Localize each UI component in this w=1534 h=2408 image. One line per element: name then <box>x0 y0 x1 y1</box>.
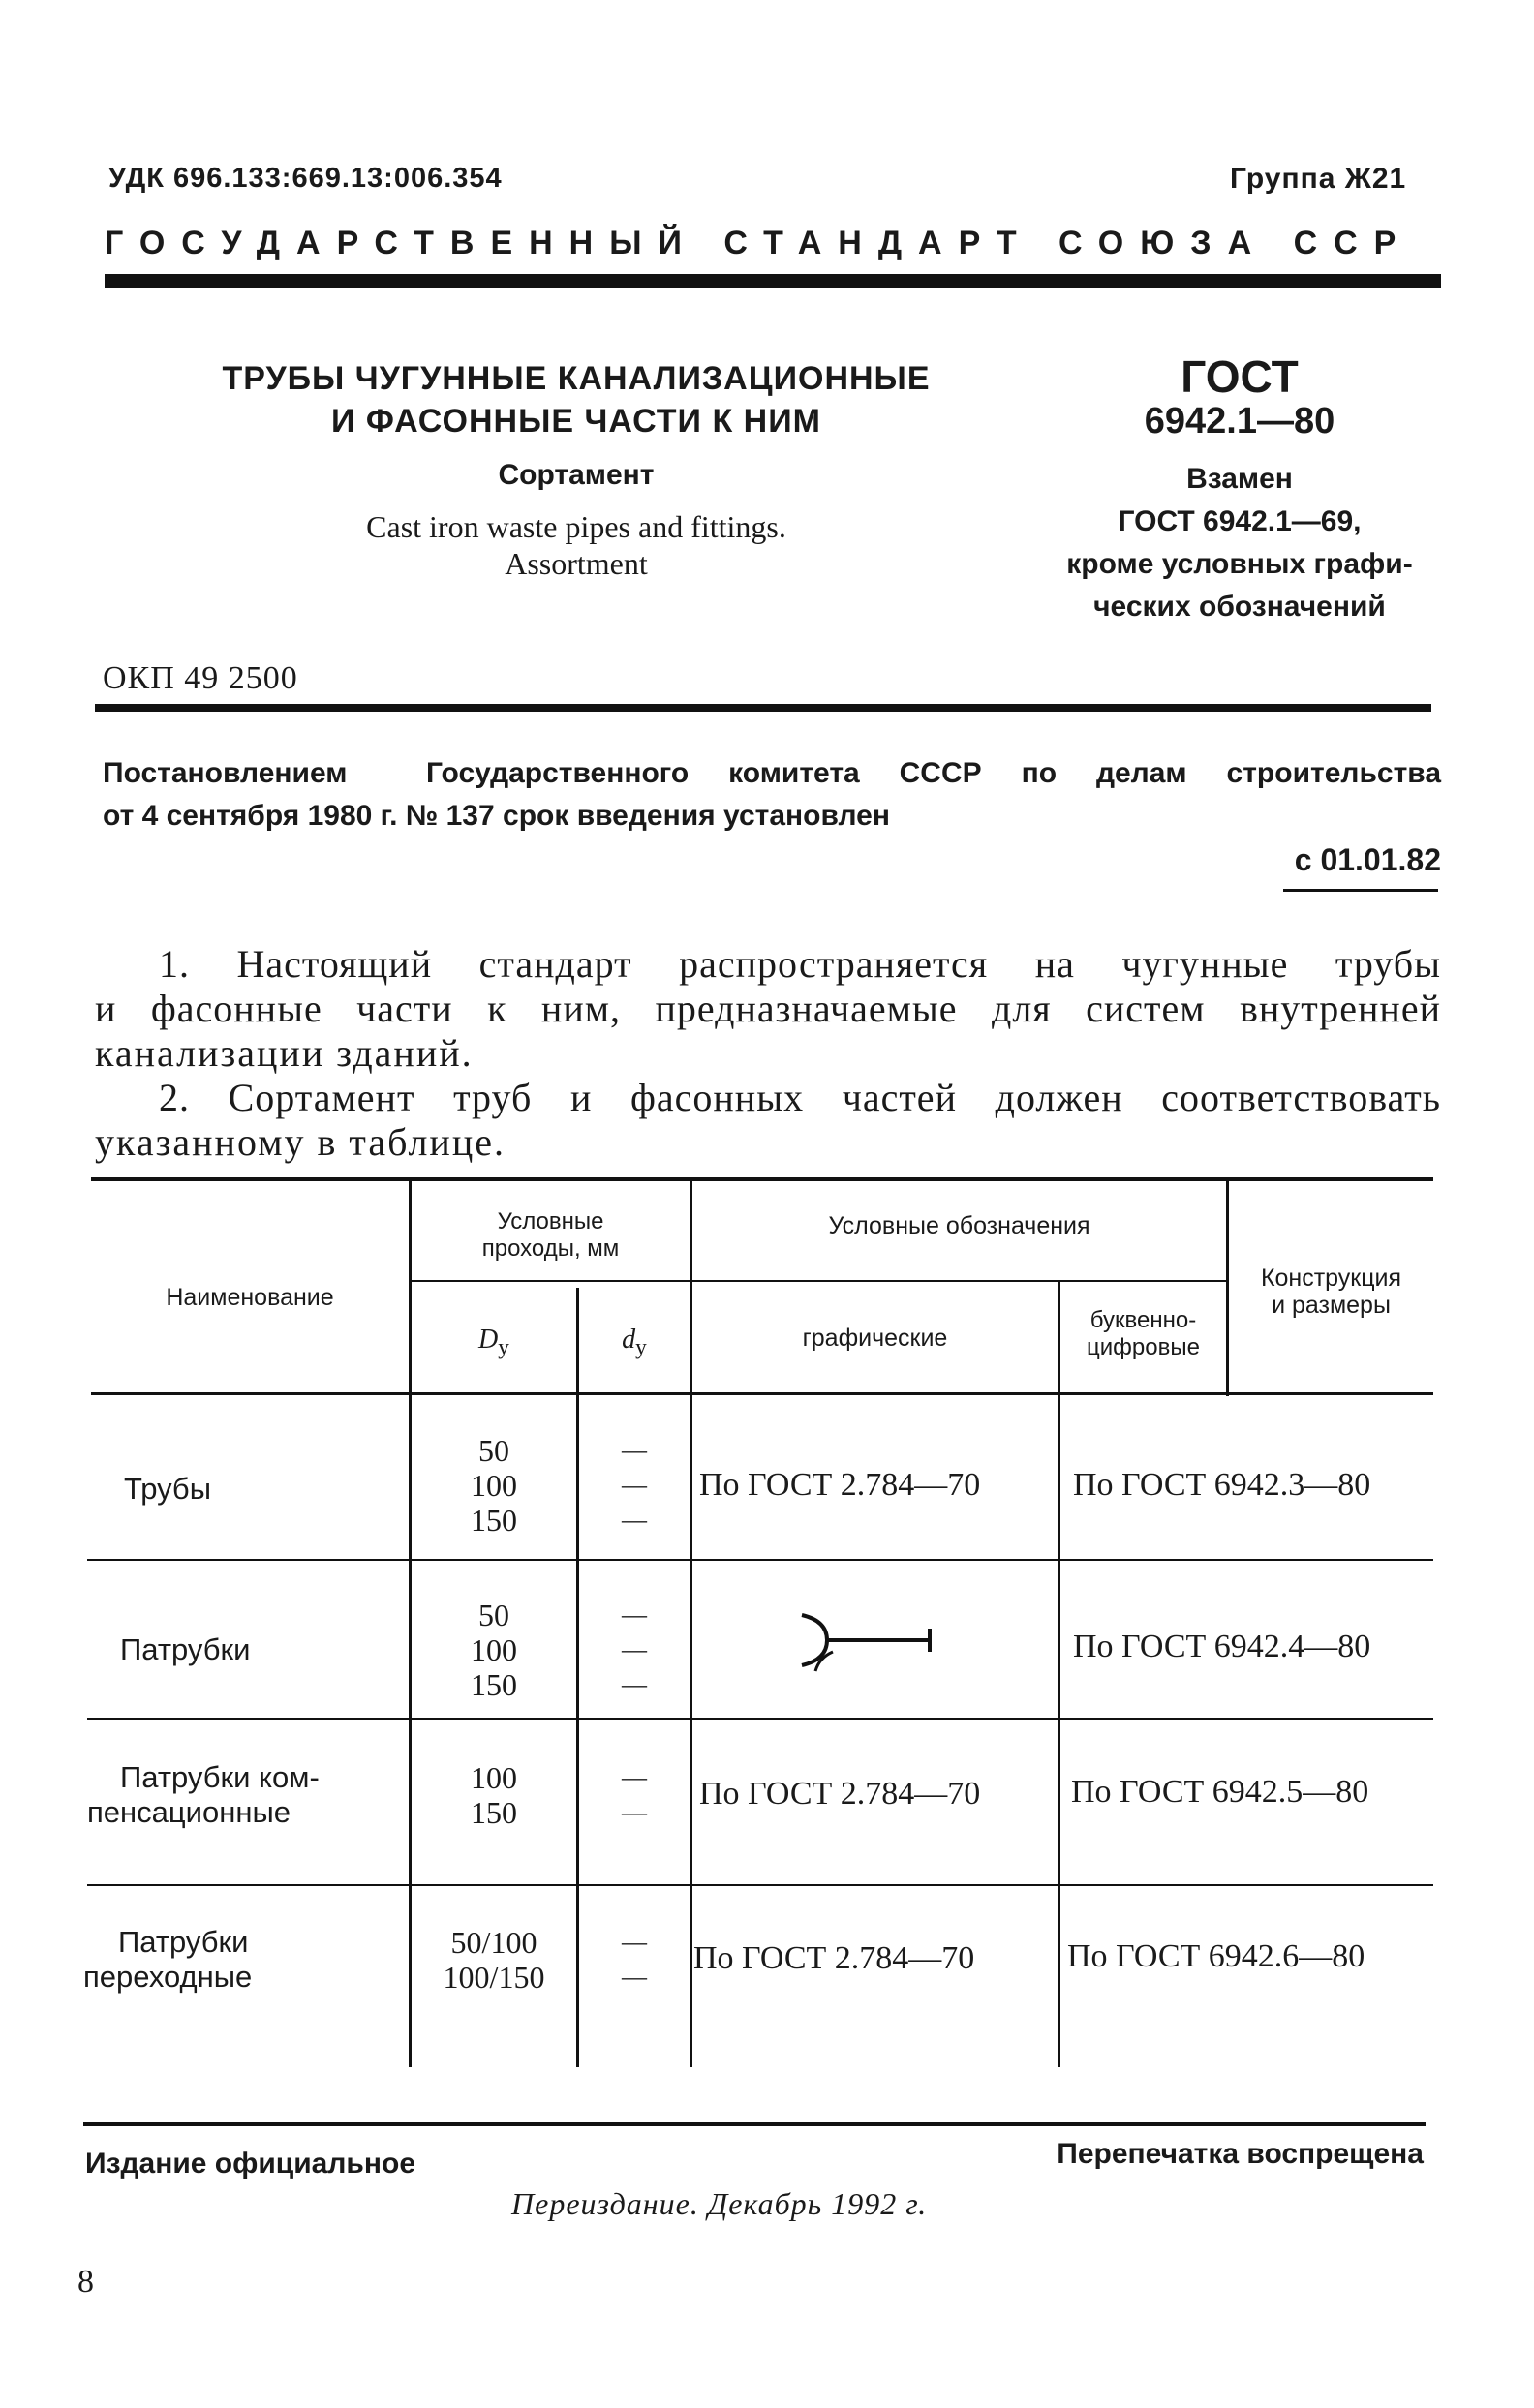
socket-pipe-graphic-symbol <box>794 1607 939 1675</box>
table-row-2-dash-1: — <box>622 1600 647 1629</box>
table-row-1-dy-2: 100 <box>471 1468 517 1503</box>
header-name: Наименование <box>166 1284 334 1311</box>
table-row-2-dy-3: 150 <box>471 1667 517 1702</box>
english-title-1: Cast iron waste pipes and fittings. <box>366 509 786 544</box>
header-construction-2: и размеры <box>1272 1292 1391 1319</box>
paragraph-2-line-1: 2. Сортамент труб и фасонных частей должен соответствовать <box>159 1076 1441 1119</box>
footer-rule <box>83 2122 1426 2126</box>
table-row-1-dash-3: — <box>622 1506 647 1534</box>
table-row-3-name-2: пенсационные <box>87 1795 291 1829</box>
table-row-1-d-small <box>579 1433 690 1538</box>
header-dy-letter: D <box>478 1325 499 1355</box>
header-alpha-1: буквенно- <box>1089 1307 1197 1333</box>
table-row-1-name: Трубы <box>124 1472 211 1506</box>
table-row-2-dash-2: — <box>622 1635 647 1663</box>
table-row-4-dash-2: — <box>622 1963 647 1991</box>
table-row-4-name-2: переходные <box>83 1960 253 1994</box>
table-row-4-graphic: По ГОСТ 2.784—70 <box>693 1940 975 1976</box>
table-row-1-construction: По ГОСТ 6942.3—80 <box>1073 1467 1371 1503</box>
state-standard-banner: ГОСУДАРСТВЕННЫЙ СТАНДАРТ СОЮЗА ССР <box>105 225 1413 261</box>
table-row-3-d-small <box>579 1760 690 1830</box>
table-row-3-construction: По ГОСТ 6942.5—80 <box>1071 1774 1369 1810</box>
paragraph-1-line-2: и фасонные части к ним, предназначаемые для систем внутренней <box>95 987 1441 1030</box>
table-row-rule-3 <box>87 1884 1433 1886</box>
effective-date-underline <box>1283 889 1438 892</box>
reprint-forbidden: Перепечатка воспрещена <box>1057 2138 1424 2170</box>
table-col-rule-3 <box>690 1181 692 2067</box>
official-edition: Издание официальное <box>85 2148 416 2179</box>
effective-date: с 01.01.82 <box>1294 842 1441 877</box>
header-alpha-2: цифровые <box>1087 1334 1200 1360</box>
replaces-line-2: кроме условных графи- <box>1066 548 1413 580</box>
header-d-small <box>579 1325 690 1361</box>
header-graphic: графические <box>802 1325 948 1352</box>
decree-line-1b: Государственного комитета СССР по делам строительства <box>426 757 1441 789</box>
table-row-2-d-small <box>579 1598 690 1702</box>
table-row-4-dash-1: — <box>622 1928 647 1956</box>
header-passages-2: проходы, мм <box>481 1235 620 1262</box>
subtitle: Сортамент <box>498 459 655 491</box>
decree-line-1a: Постановлением <box>103 757 348 789</box>
table-row-4-dy <box>412 1925 576 1995</box>
table-row-3-dy <box>412 1760 576 1830</box>
page-number: 8 <box>77 2264 94 2300</box>
table-row-1-dy-1: 50 <box>478 1433 509 1468</box>
replaces-line-1: ГОСТ 6942.1—69, <box>1118 505 1362 537</box>
banner-thick-rule <box>105 274 1441 288</box>
title-line-2: И ФАСОННЫЕ ЧАСТИ К НИМ <box>331 403 821 440</box>
reissue-note: Переиздание. Декабрь 1992 г. <box>511 2186 928 2221</box>
table-row-4-dy-1: 50/100 <box>450 1925 537 1960</box>
table-row-3-dash-1: — <box>622 1763 647 1791</box>
table-header-bottom-rule <box>91 1392 1433 1395</box>
table-row-4-construction: По ГОСТ 6942.6—80 <box>1067 1938 1365 1974</box>
table-col-rule-4 <box>1058 1282 1060 2067</box>
decree-line-2: от 4 сентября 1980 г. № 137 срок введения установлен <box>103 800 890 832</box>
table-row-3-dy-2: 150 <box>471 1795 517 1830</box>
title-line-1: ТРУБЫ ЧУГУННЫЕ КАНАЛИЗАЦИОННЫЕ <box>222 360 931 397</box>
table-row-2-dash-3: — <box>622 1670 647 1698</box>
header-passages-1: Условные <box>497 1208 604 1234</box>
paragraph-1-line-3: канализации зданий. <box>95 1031 474 1075</box>
table-row-2-dy <box>412 1598 576 1702</box>
table-row-1-graphic: По ГОСТ 2.784—70 <box>699 1467 981 1503</box>
table-row-1-dy <box>412 1433 576 1538</box>
symbols-subheader-rule <box>692 1280 1227 1282</box>
table-row-2-dy-2: 100 <box>471 1632 517 1667</box>
paragraph-2-line-2: указанному в таблице. <box>95 1120 506 1164</box>
table-row-4-name-1: Патрубки <box>118 1925 249 1959</box>
table-row-1-dy-3: 150 <box>471 1503 517 1538</box>
replaces-label: Взамен <box>1186 463 1293 495</box>
table-row-rule-2 <box>87 1718 1433 1720</box>
table-row-3-graphic: По ГОСТ 2.784—70 <box>699 1776 981 1812</box>
passages-subheader-rule <box>412 1280 692 1282</box>
table-top-rule <box>91 1177 1433 1181</box>
table-row-1-dash-1: — <box>622 1436 647 1464</box>
replaces-line-3: ческих обозначений <box>1093 591 1386 623</box>
group-code: Группа Ж21 <box>1230 163 1407 195</box>
table-row-4-dy-2: 100/150 <box>443 1960 545 1995</box>
table-row-2-construction: По ГОСТ 6942.4—80 <box>1073 1629 1371 1664</box>
udk-code: УДК 696.133:669.13:006.354 <box>108 163 503 194</box>
okp-rule <box>95 704 1431 712</box>
header-symbols: Условные обозначения <box>828 1212 1090 1239</box>
gost-label: ГОСТ <box>1181 351 1299 402</box>
gost-number: 6942.1—80 <box>1144 401 1335 442</box>
paragraph-1-line-1: 1. Настоящий стандарт распространяется на чугунные трубы <box>159 942 1441 986</box>
header-dy-sub: у <box>498 1334 509 1360</box>
header-construction-1: Конструкция <box>1260 1265 1402 1292</box>
table-row-2-dy-1: 50 <box>478 1598 509 1632</box>
header-d-small-sub: у <box>635 1334 647 1360</box>
table-row-3-name-1: Патрубки ком- <box>120 1760 320 1794</box>
table-row-4-d-small <box>579 1925 690 1995</box>
header-d-small-letter: d <box>622 1325 636 1355</box>
header-dy <box>412 1325 576 1361</box>
english-title-2: Assortment <box>505 546 648 581</box>
table-row-3-dash-2: — <box>622 1798 647 1826</box>
table-row-2-name: Патрубки <box>120 1632 251 1666</box>
okp-code: ОКП 49 2500 <box>103 660 298 696</box>
table-row-3-dy-1: 100 <box>471 1760 517 1795</box>
table-row-1-dash-2: — <box>622 1471 647 1499</box>
table-row-rule-1 <box>87 1559 1433 1561</box>
